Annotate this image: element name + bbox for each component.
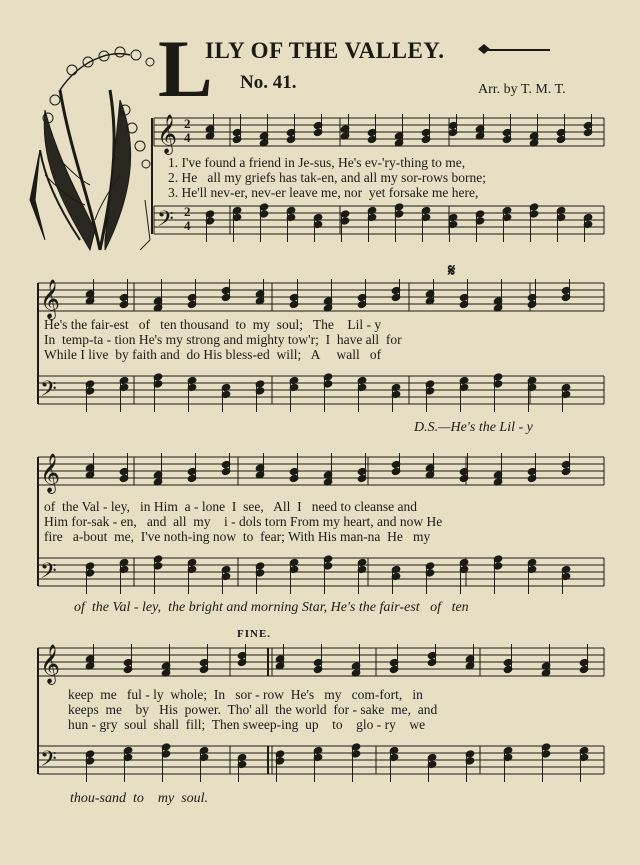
refrain-line-4: thou-sand to my soul.: [70, 791, 209, 806]
verse-1-line-2: He's the fair-est of ten thousand to my soul; The Lil - y: [44, 317, 382, 332]
verse-3-line-1: 3. He'll nev-er, nev-er leave me, nor yet forsake me here,: [168, 185, 479, 200]
time-sig-top-bass: 2: [184, 204, 191, 219]
title-drop-cap: L: [158, 23, 213, 114]
time-sig-bottom-bass: 4: [184, 218, 191, 233]
hymn-title: ILY OF THE VALLEY.: [205, 38, 445, 63]
svg-text:𝄢: 𝄢: [157, 207, 174, 237]
title-rule: [488, 49, 550, 51]
svg-text:𝄞: 𝄞: [40, 644, 61, 684]
segno-sign: 𝄋: [448, 261, 456, 280]
time-sig-top-treble: 2: [184, 116, 191, 131]
arranger-credit: Arr. by T. M. T.: [478, 82, 566, 97]
svg-text:𝄢: 𝄢: [40, 747, 57, 777]
hymn-number: No. 41.: [240, 72, 297, 93]
verse-3-line-2: While I live by faith and do His bless-ed will; A wall of: [44, 347, 382, 362]
svg-text:𝄢: 𝄢: [40, 377, 57, 407]
verse-2-line-4: keeps me by His power. Tho' all the world for - sake me, and: [68, 702, 438, 717]
verse-2-line-2: In temp-ta - tion He's my strong and mighty tow'r; I have all for: [44, 332, 402, 347]
dal-segno-text: D.S.—He's the Lil - y: [414, 420, 533, 435]
verse-1-line-1: 1. I've found a friend in Je-sus, He's ev-'ry-thing to me,: [168, 155, 466, 170]
verse-1-line-3: of the Val - ley, in Him a - lone I see, All I need to cleanse and: [44, 499, 418, 514]
svg-text:𝄞: 𝄞: [40, 453, 61, 493]
refrain-line-3: of the Val - ley, the bright and morning Star, He's the fair-est of ten: [74, 600, 469, 615]
verse-2-line-1: 2. He all my griefs has tak-en, and all my sor-rows borne;: [168, 170, 487, 185]
fine-marking: FINE.: [237, 628, 272, 640]
verse-3-line-4: hun - gry soul shall fill; Then sweep-ing up to glo - ry we: [68, 717, 426, 732]
svg-text:𝄢: 𝄢: [40, 559, 57, 589]
svg-text:𝄞: 𝄞: [40, 279, 61, 319]
svg-text:𝄞: 𝄞: [157, 114, 178, 154]
time-sig-bottom-treble: 4: [184, 130, 191, 145]
verse-3-line-3: fire a-bout me, I've noth-ing now to fear; With His man-na He my: [44, 529, 431, 544]
verse-2-line-3: Him for-sak - en, and all my i - dols torn From my heart, and now He: [44, 514, 443, 529]
verse-1-line-4: keep me ful - ly whole; In sor - row He's my com-fort, in: [68, 687, 423, 702]
lily-of-the-valley-illustration: [30, 47, 154, 255]
